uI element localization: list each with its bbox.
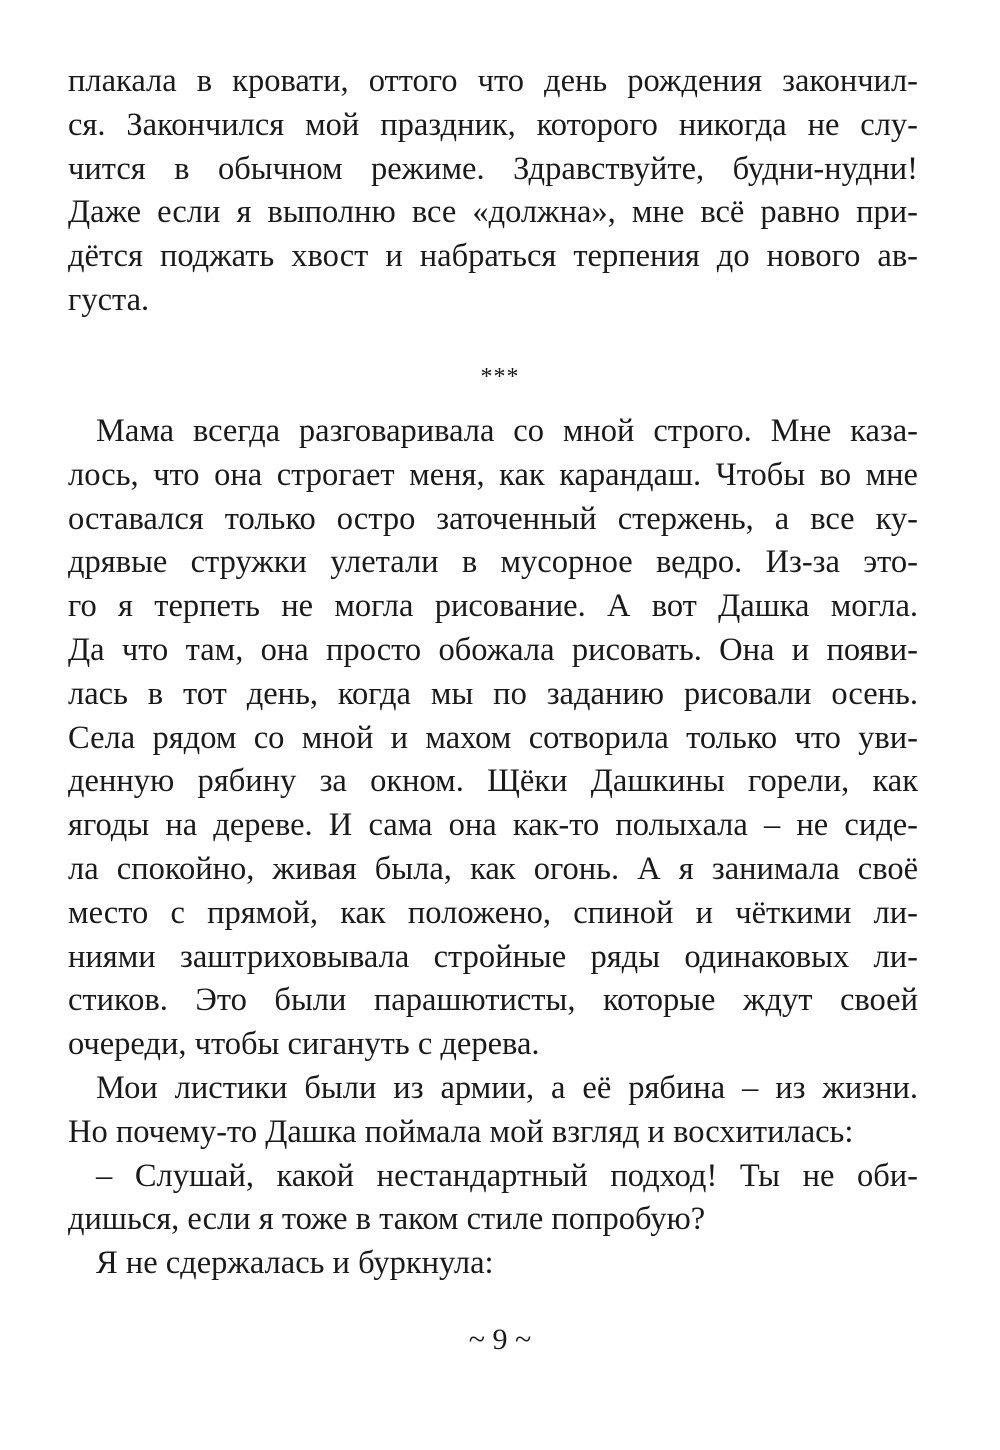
- text-line: дрявые стружки улетали в мусорное ведро. Из-за это-: [68, 544, 918, 581]
- text-line: Села рядом со мной и махом сотворила только что уви-: [68, 719, 918, 756]
- text-line: оставался только остро заточенный стержень, а все ку-: [68, 500, 918, 537]
- text-line: дишься, если я тоже в таком стиле попробую?: [68, 1201, 706, 1238]
- text-line: Я не сдержалась и буркнула:: [96, 1245, 494, 1282]
- text-line: Мои листики были из армии, а её рябина – из жизни.: [96, 1069, 918, 1106]
- text-line: ягоды на дереве. И сама она как-то полыхала – не сиде-: [68, 807, 918, 844]
- text-line: стиков. Это были парашютисты, которые ждут своей: [68, 982, 918, 1019]
- text-line: денную рябину за окном. Щёки Дашкины горели, как: [68, 763, 918, 800]
- text-line: Да что там, она просто обожала рисовать. Она и появи-: [68, 631, 918, 668]
- text-line: чится в обычном режиме. Здравствуйте, будни-нудни!: [68, 150, 918, 187]
- text-line: место с прямой, как положено, спиной и чёткими ли-: [68, 894, 918, 931]
- text-line: Мама всегда разговаривала со мной строго. Мне каза-: [96, 413, 918, 449]
- text-line: го я терпеть не могла рисование. А вот Дашка могла.: [68, 588, 918, 625]
- text-line: очереди, чтобы сигануть с дерева.: [68, 1026, 540, 1063]
- text-line: ся. Закончился мой праздник, которого никогда не слу-: [68, 106, 918, 143]
- text-line: плакала в кровати, оттого что день рождения закончил-: [68, 63, 918, 99]
- paragraph-group: [68, 410, 918, 1286]
- text-line: ниями заштриховывала стройные ряды одинаковых ли-: [68, 938, 918, 975]
- text-line: густа.: [68, 281, 150, 318]
- text-line: лось, что она строгает меня, как карандаш. Чтобы во мне: [68, 456, 918, 493]
- text-line: – Слушай, какой нестандартный подход! Ты не оби-: [96, 1157, 918, 1194]
- paragraph-1: [68, 60, 918, 323]
- text-line: лась в тот день, когда мы по заданию рисовали осень.: [68, 675, 918, 712]
- text-line: ла спокойно, живая была, как огонь. А я занимала своё: [68, 850, 918, 887]
- page-number: ~ 9 ~: [468, 1323, 532, 1356]
- section-separator: ***: [480, 364, 520, 390]
- text-line: Даже если я выполню все «должна», мне всё равно при-: [68, 194, 918, 231]
- text-line: дётся поджать хвост и набраться терпения до нового ав-: [68, 238, 918, 275]
- text-line: Но почему-то Дашка поймала мой взгляд и восхитилась:: [68, 1113, 854, 1150]
